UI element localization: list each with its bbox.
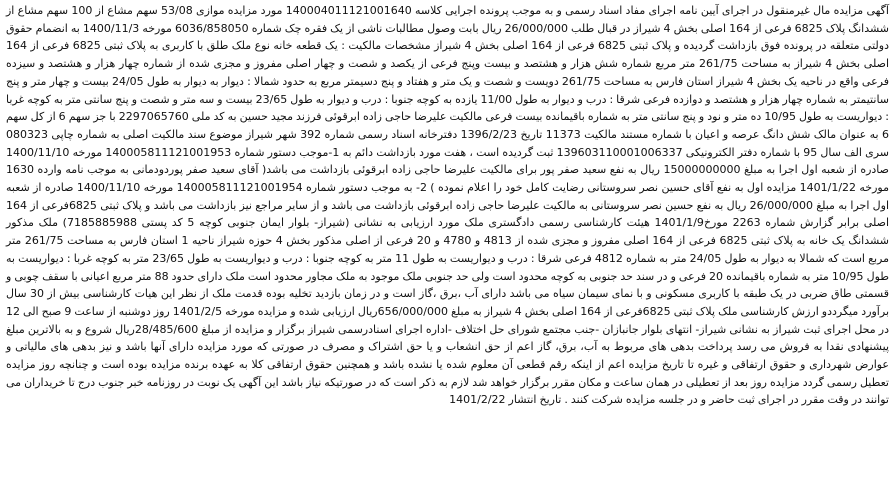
notice-body-text: آگهی مزایده مال غیرمنقول در اجرای آیین نامه اجرای مفاد اسناد رسمی و به موجب پرونده اجرایی کلاسه 140004011121001640 مورد مزایده موازی 53/08 سهم مشاع از 100 سهم مشاع از ششدانگ پلاک 6825 فرعی از 164 اصلی بخش 4 شیراز در قبال طلب 26/000/000 ریال بابت وصول مطالبات ناشی از یک فقره چک شماره 6036/858050 مورخه 1400/11/3 به انضمام حقوق دولتی متعلقه در پرونده فوق بازداشت گردیده و پلاک ثبتی 6825 فرعی از 164 اصلی بخش 4 شیراز مشخصات مالکیت : یک قطعه خانه نوع ملک طلق با کاربری به پلاک ثبتی 6825 فرعی از 164 اصلی بخش 4 شیراز به مساحت 261/75 متر مربع شماره شش هزار و هشتصد و بیست وپنج فرعی از یکصد و شصت و چهار اصلی مفروز و مجزی شده از شماره چهار هزار و هشتصد و سیزده فرعی واقع در ناحیه یک بخش 4 شیراز استان فارس به مساحت 261/75 دویست و شصت و یک متر و هفتاد و پنج دسیمتر مربع به حدود شمالا : دیوار به دیوار به طول 24/05 بیست و چهار متر و پنج سانتیمتر به شماره چهار هزار و هشتصد و دوازده فرعی شرقا : درب و دیوار به طول 11/00 یازده به کوچه جنوبا : درب و دیوار به طول 23/65 بیست و سه متر و شصت و پنج سانتی متر به کوچه غربا : دیواریست به طول 10/95 ده متر و نود و پنج سانتی متر به شماره باقیمانده بیست فرعی مالکیت علیرضا حاجی زاده ابرقوئی فرزند مجید حسین به کد ملی 2297065760 با جز سهم 6 از کل سهم 6 به عنوان مالک شش دانگ عرصه و اعیان با شماره مستند مالکیت 11373 تاریخ 1396/2/23 دفترخانه اسناد رسمی شماره 392 شهر شیراز موضوع سند مالکیت اصلی به شماره چاپی 080323 سری الف سال 95 با شماره دفتر الکترونیکی 139603110001006337 ثبت گردیده است ، هفت مورد بازداشت دائم به 1-موجب دستور شماره 140005811121001953 مورخه 1400/11/10 صادره از شعبه اول اجرا به مبلغ 15000000000 ریال به نفع سعید صفر پور برای مالکیت علیرضا حاجی زاده ابرقوئی بازداشت می باشد( آقای سعید صفر پوردودمانی به موجب نامه وارده 1630 مورخه 1401/1/22 مزایده اول به نفع آقای حسین نصر سروستانی رضایت کامل خود را اعلام نموده ) 2- به موجب دستور شماره 140005811121001954 مورخه 1400/11/10 صادره از شعبه اول اجرا به مبلغ 26/000/000 ریال به نفع حسین نصر سروستانی به مالکیت علیرضا حاجی زاده ابرقوئی بازداشت می باشد و از سایر مراجع نیز بازداشت می باشد و پلاک ثبتی 6825فرعی از 164 اصلی برابر گزارش شماره 2263 مورخ1401/1/9 هیئت کارشناسی رسمی دادگستری ملک مورد ارزیابی به نشانی (شیراز- بلوار ایمان جنوبی کوچه 5 کد پستی 7185885988) ملک مذکور ششدانگ یک خانه به پلاک ثبتی 6825 فرعی از 164 اصلی مفروز و مجزی شده از 4813 و 4780 و 20 فرعی از اصلی مذکور بخش 4 حوزه شیراز ناحیه 1 استان فارس به مساحت 261/75 متر مربع است که شمالا به دیوار به طول 24/05 متر به شماره 4812 فرعی شرقا : درب و دیواریست به طول 11 متر به کوچه جنوبا : درب و دیواریست به طول 23/65 متر به کوچه غربا : دیواریست به طول 10/95 متر به شماره باقیمانده 20 فرعی و در سند حد جنوبی به کوچه محدود است ولی حد جنوبی ملک موجود به ملک مجاور محدود است ملک دارای حدود 88 متر مربع اعیانی با سقف چوبی و قسمتی طاق ضربی در یک طبقه با کاربری مسکونی و با نمای سیمان سیاه می باشد دارای آب ،برق ،گاز است و در زمان بازدید تخلیه بوده قدمت ملک از نظر این هیات کارشناسی بیش از 30 سال برآورد میگرددو ارزش کارشناسی ملک پلاک ثبتی 6825فرعی از 164 اصلی بخش 4 شیراز به مبلغ 656/000/000ریال ارزیابی شده و مزایده مورخه 1401/2/5 روز دوشنبه از ساعت 9 صبح الی 12 در محل اجرای ثبت شیراز به نشانی شیراز- انتهای بلوار جانبازان -جنب مجتمع شورای حل اختلاف -اداره اجرای اسنادرسمی شیراز برگزار و مزایده از مبلغ 28/485/600ریال شروع و به بالاترین مبلغ پیشنهادی نقدا به فروش می رسد پرداخت بدهی های مربوط به آب، برق، گاز اعم از حق انشعاب و یا حق اشتراک و مصرف در صورتی که مورد مزایده دارای آنها باشد و نیز بدهی های مالیاتی و عوارض شهرداری و حقوق ارتفاقی و غیره تا تاریخ مزایده اعم از اینکه رقم قطعی آن معلوم شده یا نشده باشد و همچنین حقوق ارتفاقی کلا به عهده برنده مزایده بوده است و چنانچه روز مزایده تعطیل رسمی گردد مزایده روز بعد از تعطیلی در همان ساعت و مکان مقرر برگزار خواهد شد لازم به ذکر است که در صورتیکه نیاز باشد این آگهی یک نوبت در روزنامه خبر جنوب درج تا خریداران می توانند در وقت مقرر در اجرای ثبت حاضر و در جلسه مزایده شرکت کنند . تاریخ انتشار 1401/2/22	[6, 4, 890, 407]
